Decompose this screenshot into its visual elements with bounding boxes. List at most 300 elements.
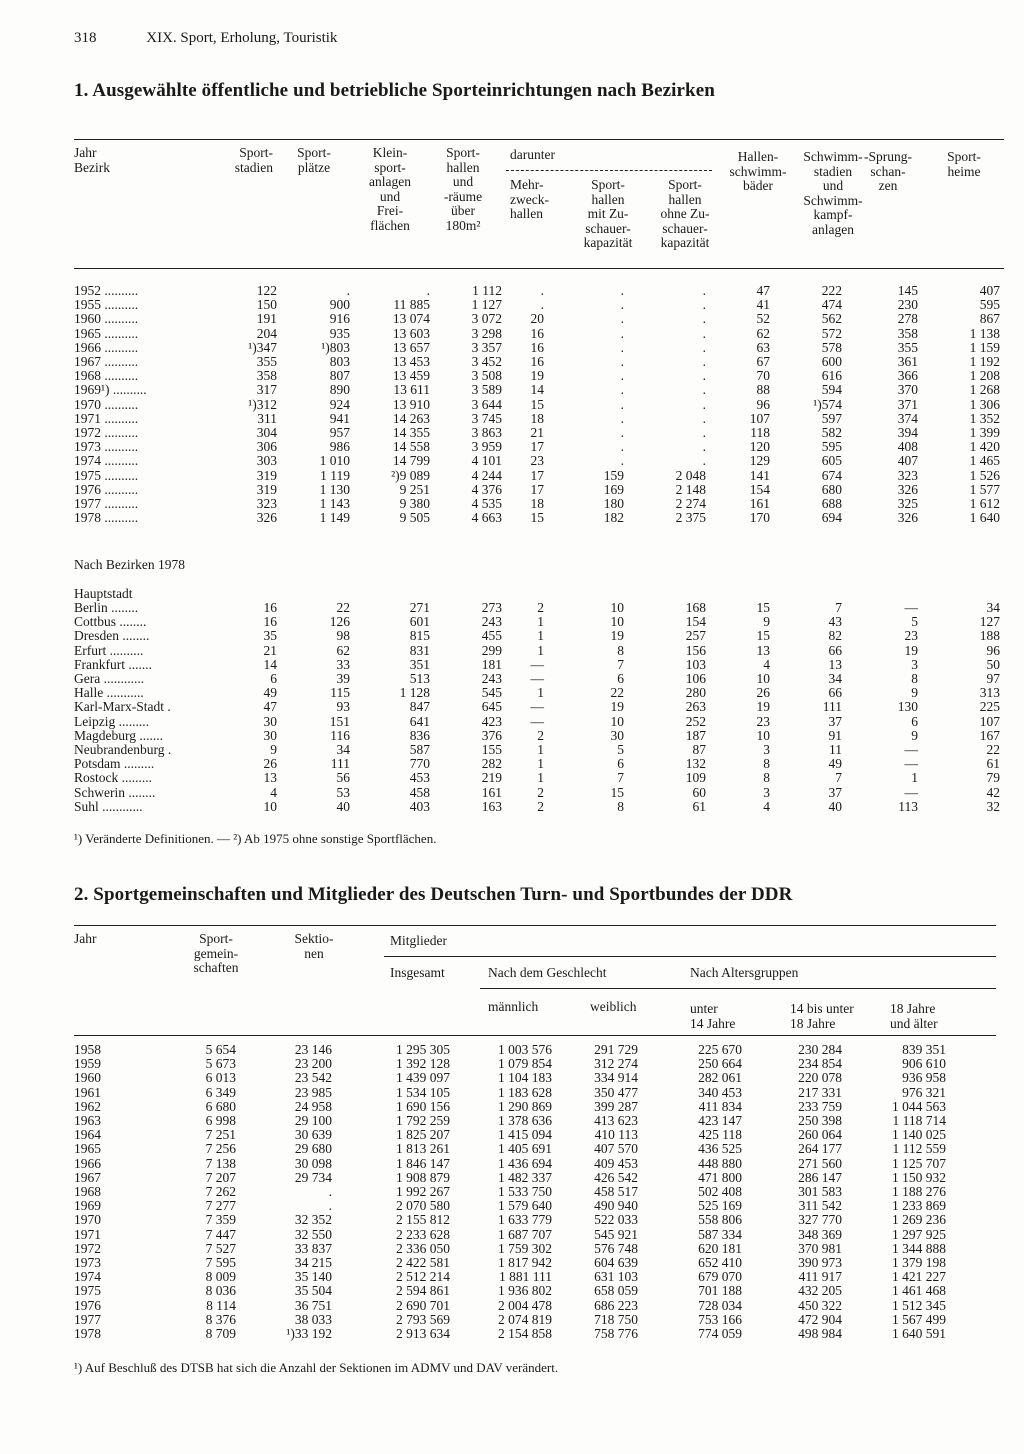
cell-value: 616 bbox=[821, 368, 842, 384]
row-label: 1966 bbox=[74, 1156, 101, 1171]
cell-value: 600 bbox=[821, 354, 842, 370]
col-mehrzweck: Mehr- zweck- hallen bbox=[510, 177, 549, 221]
row-label: 1966 .......... bbox=[74, 340, 139, 355]
cell-value: 366 bbox=[897, 368, 918, 384]
mitglieder-rule bbox=[384, 956, 996, 957]
cell-value: 311 542 bbox=[798, 1198, 842, 1214]
cell-value: 7 595 bbox=[205, 1255, 236, 1271]
table2-row bbox=[74, 1100, 946, 1114]
cell-value: 474 bbox=[821, 297, 842, 313]
cell-value: . bbox=[702, 439, 706, 455]
cell-value: 1 138 bbox=[969, 325, 1000, 341]
cell-value: 66 bbox=[828, 642, 842, 658]
row-label: 1967 bbox=[74, 1170, 101, 1185]
cell-value: 30 098 bbox=[294, 1155, 332, 1171]
row-label: 1962 bbox=[74, 1099, 101, 1114]
cell-value: 1 bbox=[537, 642, 544, 658]
cell-value: 53 bbox=[336, 784, 350, 800]
cell-value: 22 bbox=[336, 600, 350, 615]
cell-value: 150 bbox=[256, 297, 277, 313]
cell-value: 67 bbox=[756, 354, 770, 370]
row-label: Berlin ........ bbox=[74, 601, 139, 615]
cell-value: 1 208 bbox=[969, 368, 1000, 384]
cell-value: 6 bbox=[617, 671, 624, 687]
cell-value: 312 274 bbox=[594, 1056, 638, 1072]
cell-value: 188 bbox=[979, 628, 1000, 644]
cell-value: 19 bbox=[610, 699, 624, 715]
cell-value: 9 505 bbox=[399, 510, 430, 526]
cell-value: 230 bbox=[897, 297, 918, 313]
cell-value: . bbox=[702, 453, 706, 469]
row-label: 1970 bbox=[74, 1213, 101, 1228]
row-label: 1974 bbox=[74, 1270, 101, 1285]
cell-value: 1 640 bbox=[969, 510, 1000, 526]
cell-value: 1 127 bbox=[471, 297, 502, 313]
cell-value: 280 bbox=[685, 685, 706, 701]
cell-value: 7 262 bbox=[205, 1184, 236, 1200]
cell-value: 836 bbox=[409, 727, 430, 743]
cell-value: . bbox=[702, 425, 706, 441]
cell-value: 847 bbox=[409, 699, 430, 715]
cell-value: 35 504 bbox=[294, 1283, 332, 1299]
cell-value: 282 bbox=[481, 756, 502, 772]
table1-bezirk-row bbox=[74, 757, 1000, 771]
cell-value: 61 bbox=[692, 798, 706, 814]
cell-value: 29 680 bbox=[294, 1141, 332, 1157]
table2-row bbox=[74, 1284, 946, 1298]
table2-row bbox=[74, 1213, 946, 1227]
cell-value: 49 bbox=[828, 756, 842, 772]
cell-value: 17 bbox=[530, 439, 544, 455]
cell-value: 694 bbox=[821, 510, 842, 526]
cell-value: 326 bbox=[897, 510, 918, 526]
cell-value: 3 452 bbox=[471, 354, 502, 370]
cell-value: 935 bbox=[329, 325, 350, 341]
cell-value: 7 256 bbox=[205, 1141, 236, 1157]
cell-value: 34 bbox=[336, 742, 350, 758]
cell-value: 233 759 bbox=[798, 1098, 842, 1114]
table1-year-row bbox=[74, 284, 1000, 298]
table1-year-row bbox=[74, 497, 1000, 511]
cell-value: 7 bbox=[617, 656, 624, 672]
cell-value: 1 415 094 bbox=[498, 1127, 552, 1143]
cell-value: 4 535 bbox=[471, 496, 502, 512]
cell-value: 271 bbox=[409, 600, 430, 615]
table1-year-row bbox=[74, 341, 1000, 355]
row-label: 1973 .......... bbox=[74, 440, 139, 455]
cell-value: 1 534 105 bbox=[396, 1084, 450, 1100]
cell-value: 407 570 bbox=[594, 1141, 638, 1157]
cell-value: 19 bbox=[610, 628, 624, 644]
page-number: 318 bbox=[74, 30, 97, 46]
cell-value: 4 376 bbox=[471, 481, 502, 497]
cell-value: 1 306 bbox=[969, 396, 1000, 412]
cell-value: 2 913 634 bbox=[396, 1326, 450, 1342]
cell-value: 47 bbox=[756, 283, 770, 298]
cell-value: 2 070 580 bbox=[396, 1198, 450, 1214]
row-label: 1969 bbox=[74, 1199, 101, 1214]
cell-value: 1 439 097 bbox=[396, 1070, 450, 1086]
cell-value: 839 351 bbox=[902, 1042, 946, 1057]
cell-value: 243 bbox=[481, 671, 502, 687]
cell-value: 62 bbox=[756, 325, 770, 341]
cell-value: 87 bbox=[692, 742, 706, 758]
cell-value: 34 215 bbox=[294, 1255, 332, 1271]
cell-value: 82 bbox=[828, 628, 842, 644]
row-label: 1978 bbox=[74, 1327, 101, 1342]
cell-value: 14 bbox=[530, 382, 544, 398]
cell-value: 597 bbox=[821, 410, 842, 426]
cell-value: 2 336 050 bbox=[396, 1240, 450, 1256]
cell-value: 8 bbox=[617, 798, 624, 814]
table1-bezirk-row bbox=[74, 700, 1000, 714]
cell-value: 113 bbox=[898, 798, 918, 814]
cell-value: 41 bbox=[756, 297, 770, 313]
cell-value: . bbox=[620, 283, 624, 298]
cell-value: 126 bbox=[329, 614, 350, 630]
cell-value: 7 527 bbox=[205, 1240, 236, 1256]
cell-value: 1 392 128 bbox=[396, 1056, 450, 1072]
cell-value: 37 bbox=[828, 784, 842, 800]
cell-value: . bbox=[620, 339, 624, 355]
cell-value: 42 bbox=[986, 784, 1000, 800]
row-label: 1972 bbox=[74, 1241, 101, 1256]
cell-value: 423 147 bbox=[698, 1113, 742, 1129]
col-mitglieder: Mitglieder bbox=[390, 933, 447, 948]
col-unter14: unter 14 Jahre bbox=[690, 1001, 736, 1031]
row-label: 1968 .......... bbox=[74, 369, 139, 384]
cell-value: 18 bbox=[530, 496, 544, 512]
cell-value: — bbox=[904, 756, 918, 772]
cell-value: 313 bbox=[979, 685, 1000, 701]
cell-value: 867 bbox=[979, 311, 1000, 327]
cell-value: 4 101 bbox=[471, 453, 502, 469]
col-sportgemeinschaften: Sport- gemein- schaften bbox=[193, 931, 239, 975]
cell-value: 23 146 bbox=[294, 1042, 332, 1057]
col-hallenbaeder: Hallen- schwimm- bäder bbox=[729, 149, 787, 193]
cell-value: 9 380 bbox=[399, 496, 430, 512]
col-sprungschanzen: -Sprung- schan- zen bbox=[864, 149, 912, 193]
cell-value: 130 bbox=[897, 699, 918, 715]
table1-bezirk-row bbox=[74, 644, 1000, 658]
cell-value: 286 147 bbox=[798, 1169, 842, 1185]
table1-bezirk-row bbox=[74, 800, 1000, 814]
cell-value: 1 269 236 bbox=[892, 1212, 946, 1228]
cell-value: 1 461 468 bbox=[892, 1283, 946, 1299]
cell-value: 19 bbox=[756, 699, 770, 715]
cell-value: 26 bbox=[263, 756, 277, 772]
cell-value: . bbox=[346, 283, 350, 298]
cell-value: 1 378 636 bbox=[498, 1113, 552, 1129]
cell-value: 191 bbox=[256, 311, 277, 327]
cell-value: 327 770 bbox=[798, 1212, 842, 1228]
cell-value: 358 bbox=[897, 325, 918, 341]
cell-value: 1 125 707 bbox=[892, 1155, 946, 1171]
cell-value: 1 bbox=[537, 756, 544, 772]
cell-value: 1 687 707 bbox=[498, 1226, 552, 1242]
cell-value: 325 bbox=[897, 496, 918, 512]
cell-value: 2 594 861 bbox=[396, 1283, 450, 1299]
cell-value: 582 bbox=[821, 425, 842, 441]
cell-value: 10 bbox=[756, 671, 770, 687]
cell-value: 32 bbox=[986, 798, 1000, 814]
cell-value: 252 bbox=[685, 713, 706, 729]
cell-value: 774 059 bbox=[698, 1326, 742, 1342]
cell-value: 900 bbox=[329, 297, 350, 313]
cell-value: 311 bbox=[257, 410, 277, 426]
cell-value: 1 188 276 bbox=[892, 1184, 946, 1200]
cell-value: 1 140 025 bbox=[892, 1127, 946, 1143]
cell-value: 1 bbox=[537, 628, 544, 644]
row-label: Leipzig ......... bbox=[74, 714, 149, 729]
cell-value: 129 bbox=[749, 453, 770, 469]
cell-value: 1 bbox=[911, 770, 918, 786]
cell-value: 605 bbox=[821, 453, 842, 469]
cell-value: 8 bbox=[911, 671, 918, 687]
cell-value: 9 251 bbox=[399, 481, 430, 497]
cell-value: 7 bbox=[617, 770, 624, 786]
cell-value: 340 453 bbox=[698, 1084, 742, 1100]
cell-value: 23 985 bbox=[294, 1084, 332, 1100]
cell-value: 3 508 bbox=[471, 368, 502, 384]
cell-value: 688 bbox=[821, 496, 842, 512]
table1-year-row bbox=[74, 298, 1000, 312]
table2-row bbox=[74, 1299, 946, 1313]
cell-value: 594 bbox=[821, 382, 842, 398]
cell-value: 7 207 bbox=[205, 1169, 236, 1185]
cell-value: 1 881 111 bbox=[499, 1269, 552, 1285]
cell-value: 111 bbox=[822, 699, 842, 715]
cell-value: 906 610 bbox=[902, 1056, 946, 1072]
cell-value: 141 bbox=[749, 467, 770, 483]
cell-value: 376 bbox=[481, 727, 502, 743]
table1-bezirk-row bbox=[74, 743, 1000, 757]
cell-value: 30 bbox=[263, 713, 277, 729]
cell-value: 250 398 bbox=[798, 1113, 842, 1129]
cell-value: 39 bbox=[336, 671, 350, 687]
cell-value: 3 072 bbox=[471, 311, 502, 327]
table1-bezirk-row bbox=[74, 771, 1000, 785]
cell-value: 2 148 bbox=[675, 481, 706, 497]
cell-value: 7 447 bbox=[205, 1226, 236, 1242]
cell-value: 319 bbox=[256, 481, 277, 497]
row-label: 1955 .......... bbox=[74, 298, 139, 313]
cell-value: 52 bbox=[756, 311, 770, 327]
table2-row bbox=[74, 1086, 946, 1100]
cell-value: 652 410 bbox=[698, 1255, 742, 1271]
cell-value: 6 998 bbox=[205, 1113, 236, 1129]
hauptstadt-label: Hauptstadt bbox=[74, 586, 133, 601]
cell-value: 1 192 bbox=[969, 354, 1000, 370]
cell-value: . bbox=[426, 283, 430, 298]
cell-value: 7 138 bbox=[205, 1155, 236, 1171]
table2-row bbox=[74, 1228, 946, 1242]
cell-value: 407 bbox=[979, 283, 1000, 298]
cell-value: 1 577 bbox=[969, 481, 1000, 497]
table2-row bbox=[74, 1171, 946, 1185]
cell-value: 326 bbox=[256, 510, 277, 526]
cell-value: 4 663 bbox=[471, 510, 502, 526]
cell-value: 161 bbox=[749, 496, 770, 512]
cell-value: 181 bbox=[481, 656, 502, 672]
table1-year-row bbox=[74, 511, 1000, 525]
cell-value: 1 352 bbox=[969, 410, 1000, 426]
cell-value: 60 bbox=[692, 784, 706, 800]
cell-value: 22 bbox=[610, 685, 624, 701]
cell-value: 831 bbox=[409, 642, 430, 658]
cell-value: 351 bbox=[409, 656, 430, 672]
table1-bezirk-row bbox=[74, 658, 1000, 672]
row-label: 1963 bbox=[74, 1114, 101, 1129]
table1-title: 1. Ausgewählte öffentliche und betriebliche Sporteinrichtungen nach Bezirken bbox=[74, 80, 715, 101]
table1-year-row bbox=[74, 426, 1000, 440]
cell-value: 116 bbox=[330, 727, 350, 743]
cell-value: 1 bbox=[537, 742, 544, 758]
cell-value: 620 181 bbox=[698, 1240, 742, 1256]
table1-footnote: ¹) Veränderte Definitionen. — ²) Ab 1975 ohne sonstige Sportflächen. bbox=[74, 831, 437, 846]
cell-value: 1 010 bbox=[319, 453, 350, 469]
cell-value: — bbox=[904, 784, 918, 800]
row-label: 1952 .......... bbox=[74, 284, 139, 298]
cell-value: 106 bbox=[685, 671, 706, 687]
cell-value: 11 bbox=[829, 742, 842, 758]
cell-value: 701 188 bbox=[698, 1283, 742, 1299]
table1-year-row bbox=[74, 355, 1000, 369]
cell-value: 410 113 bbox=[594, 1127, 638, 1143]
cell-value: 1 640 591 bbox=[892, 1326, 946, 1342]
cell-value: . bbox=[620, 325, 624, 341]
row-label: 1974 .......... bbox=[74, 454, 139, 469]
cell-value: 15 bbox=[610, 784, 624, 800]
cell-value: 1 118 714 bbox=[892, 1113, 946, 1129]
cell-value: 8 bbox=[763, 756, 770, 772]
cell-value: 271 560 bbox=[798, 1155, 842, 1171]
cell-value: 156 bbox=[685, 642, 706, 658]
cell-value: 6 013 bbox=[205, 1070, 236, 1086]
cell-value: 303 bbox=[256, 453, 277, 469]
cell-value: 16 bbox=[263, 600, 277, 615]
bezirke-heading: Nach Bezirken 1978 bbox=[74, 557, 185, 572]
cell-value: 257 bbox=[685, 628, 706, 644]
cell-value: . bbox=[620, 297, 624, 313]
cell-value: 1 526 bbox=[969, 467, 1000, 483]
cell-value: 1 bbox=[537, 770, 544, 786]
cell-value: 79 bbox=[986, 770, 1000, 786]
cell-value: 3 644 bbox=[471, 396, 502, 412]
cell-value: 10 bbox=[610, 614, 624, 630]
row-label: 1965 bbox=[74, 1142, 101, 1157]
cell-value: 13 bbox=[263, 770, 277, 786]
cell-value: 2 375 bbox=[675, 510, 706, 526]
cell-value: 37 bbox=[828, 713, 842, 729]
cell-value: 107 bbox=[979, 713, 1000, 729]
row-label: 1977 bbox=[74, 1312, 101, 1327]
cell-value: 15 bbox=[756, 628, 770, 644]
cell-value: 9 bbox=[763, 614, 770, 630]
cell-value: 7 277 bbox=[205, 1198, 236, 1214]
geschlecht-rule bbox=[480, 988, 996, 989]
cell-value: 63 bbox=[756, 339, 770, 355]
cell-value: 432 205 bbox=[798, 1283, 842, 1299]
cell-value: 3 589 bbox=[471, 382, 502, 398]
cell-value: 1 436 694 bbox=[498, 1155, 552, 1171]
cell-value: 23 200 bbox=[294, 1056, 332, 1072]
cell-value: 2 bbox=[537, 600, 544, 615]
cell-value: 562 bbox=[821, 311, 842, 327]
col-sportstadien: Sport- stadien bbox=[234, 145, 273, 175]
cell-value: 3 959 bbox=[471, 439, 502, 455]
table2-row bbox=[74, 1157, 946, 1171]
row-label: Erfurt .......... bbox=[74, 643, 144, 658]
cell-value: 371 bbox=[897, 396, 918, 412]
cell-value: 8 bbox=[617, 642, 624, 658]
cell-value: 9 bbox=[911, 685, 918, 701]
table1-header-rule bbox=[74, 268, 1004, 269]
cell-value: 1 130 bbox=[319, 481, 350, 497]
cell-value: 5 bbox=[617, 742, 624, 758]
cell-value: 1 846 147 bbox=[396, 1155, 450, 1171]
cell-value: 30 639 bbox=[294, 1127, 332, 1143]
cell-value: 957 bbox=[329, 425, 350, 441]
cell-value: 1 128 bbox=[399, 685, 430, 701]
cell-value: 4 bbox=[763, 656, 770, 672]
col-jahr: Jahr bbox=[74, 931, 97, 946]
cell-value: 35 bbox=[263, 628, 277, 644]
row-label: 1975 .......... bbox=[74, 468, 139, 483]
cell-value: 674 bbox=[821, 467, 842, 483]
cell-value: 2 bbox=[537, 727, 544, 743]
cell-value: 803 bbox=[329, 354, 350, 370]
row-label: Cottbus ........ bbox=[74, 615, 147, 630]
cell-value: 758 776 bbox=[594, 1326, 638, 1342]
table1-year-row bbox=[74, 369, 1000, 383]
table1-bezirk-row bbox=[74, 672, 1000, 686]
cell-value: 8 376 bbox=[205, 1311, 236, 1327]
cell-value: 572 bbox=[821, 325, 842, 341]
cell-value: 1 633 779 bbox=[498, 1212, 552, 1228]
table1-bezirk-row bbox=[74, 601, 1000, 615]
cell-value: 1 112 bbox=[472, 283, 502, 298]
cell-value: 358 bbox=[256, 368, 277, 384]
cell-value: 2 793 569 bbox=[396, 1311, 450, 1327]
cell-value: . bbox=[620, 354, 624, 370]
cell-value: . bbox=[540, 297, 544, 313]
cell-value: 1 150 932 bbox=[892, 1169, 946, 1185]
table2-row bbox=[74, 1071, 946, 1085]
row-label: 1975 bbox=[74, 1284, 101, 1299]
cell-value: . bbox=[620, 410, 624, 426]
cell-value: 679 070 bbox=[698, 1269, 742, 1285]
cell-value: 3 357 bbox=[471, 339, 502, 355]
cell-value: 306 bbox=[256, 439, 277, 455]
col-kleinsport: Klein- sport- anlagen und Frei- flächen bbox=[369, 145, 411, 233]
cell-value: 394 bbox=[897, 425, 918, 441]
row-label: Frankfurt ....... bbox=[74, 657, 152, 672]
cell-value: 1 119 bbox=[320, 467, 350, 483]
row-label: 1976 bbox=[74, 1298, 101, 1313]
cell-value: 3 bbox=[911, 656, 918, 672]
cell-value: 986 bbox=[329, 439, 350, 455]
cell-value: 576 748 bbox=[594, 1240, 638, 1256]
cell-value: 1 759 302 bbox=[498, 1240, 552, 1256]
cell-value: 390 973 bbox=[798, 1255, 842, 1271]
cell-value: . bbox=[620, 439, 624, 455]
cell-value: 16 bbox=[530, 354, 544, 370]
table2-row bbox=[74, 1043, 946, 1057]
cell-value: 220 078 bbox=[798, 1070, 842, 1086]
cell-value: ¹)574 bbox=[813, 396, 842, 412]
cell-value: 936 958 bbox=[902, 1070, 946, 1086]
